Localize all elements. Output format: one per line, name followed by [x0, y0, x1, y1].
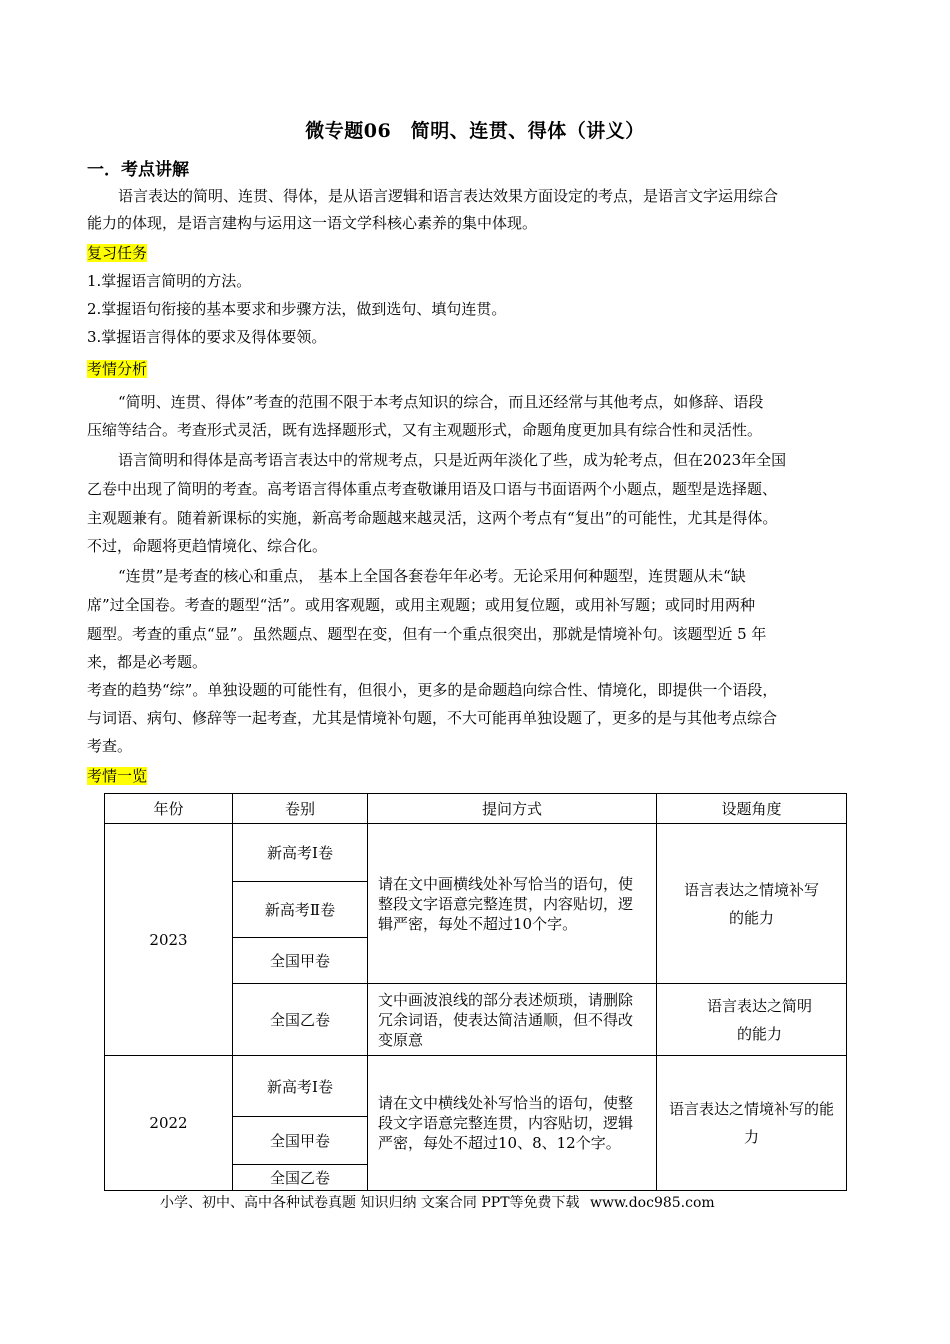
- analysis-line: 题型。考查的重点“显”。虽然题点、题型在变，但有一个重点很突出，那就是情境补句。该题型近 5 年: [87, 625, 767, 643]
- analysis-line: 考查的趋势“综”。单独设题的可能性有，但很小，更多的是命题趋向综合性、情境化，即提供一个语段，: [87, 681, 778, 699]
- section-heading: 一．考点讲解: [87, 160, 189, 180]
- intro-line: 能力的体现，是语言建构与运用这一语文学科核心素养的集中体现。: [87, 214, 538, 232]
- review-item: 3.掌握语言得体的要求及得体要领。: [87, 328, 327, 346]
- year-cell: 2023: [105, 824, 233, 1056]
- footer-site-link[interactable]: www.doc985.com: [589, 1195, 715, 1211]
- analysis-line: 考查。: [87, 737, 133, 755]
- angle-cell: 语言表达之情境补写的能力: [657, 824, 847, 984]
- overview-label: 考情一览: [87, 767, 148, 785]
- footer-text: 小学、初中、高中各种试卷真题 知识归纳 文案合同 PPT等免费下载: [160, 1195, 580, 1211]
- angle-cell: 语言表达之情境补写的能力: [657, 1056, 847, 1191]
- analysis-line: “连贯”是考查的核心和重点， 基本上全国各套卷年年必考。无论采用何种题型，连贯题从未“缺: [118, 567, 746, 585]
- paper-cell: 新高考Ⅱ卷: [233, 882, 368, 938]
- year-cell: 2022: [105, 1056, 233, 1191]
- analysis-line: 语言简明和得体是高考语言表达中的常规考点，只是近两年淡化了些，成为轮考点，但在2023年全国: [118, 451, 787, 469]
- paper-cell: 全国乙卷: [233, 1165, 368, 1191]
- question-cell: 请在文中画横线处补写恰当的语句，使整段文字语意完整连贯，内容贴切，逻辑严密，每处不超过10个字。: [368, 824, 657, 984]
- analysis-line: 来，都是必考题。: [87, 653, 208, 671]
- analysis-line: “简明、连贯、得体”考查的范围不限于本考点知识的综合，而且还经常与其他考点，如修辞、语段: [118, 393, 764, 411]
- page-title: 微专题06 简明、连贯、得体（讲义）: [305, 120, 645, 142]
- exam-overview-table: [104, 793, 847, 1191]
- review-label: 复习任务: [87, 244, 148, 262]
- paper-cell: 全国乙卷: [233, 984, 368, 1056]
- table-header: 卷别: [233, 794, 368, 824]
- review-item: 1.掌握语言简明的方法。: [87, 272, 252, 290]
- analysis-line: 不过，命题将更趋情境化、综合化。: [87, 537, 328, 555]
- analysis-line: 压缩等结合。考查形式灵活，既有选择题形式，又有主观题形式，命题角度更加具有综合性和灵活性。: [87, 421, 763, 439]
- paper-cell: 新高考Ⅰ卷: [233, 1056, 368, 1117]
- table-header: 提问方式: [368, 794, 657, 824]
- analysis-line: 席”过全国卷。考查的题型“活”。或用客观题，或用主观题；或用复位题，或用补写题；或同时用两种: [87, 596, 756, 614]
- question-cell: 文中画波浪线的部分表述烦琐，请删除冗余词语，使表达简洁通顺，但不得改变原意: [368, 984, 657, 1056]
- analysis-line: 乙卷中出现了简明的考查。高考语言得体重点考查敬谦用语及口语与书面语两个小题点，题型是选择题、: [87, 480, 778, 498]
- paper-cell: 全国甲卷: [233, 938, 368, 984]
- angle-cell: 语言表达之简明的能力: [657, 984, 847, 1056]
- paper-cell: 全国甲卷: [233, 1117, 368, 1165]
- analysis-line: 主观题兼有。随着新课标的实施，新高考命题越来越灵活，这两个考点有“复出”的可能性，尤其是得体。: [87, 509, 778, 527]
- table-header: 设题角度: [657, 794, 847, 824]
- table-header: 年份: [105, 794, 233, 824]
- analysis-line: 与词语、病句、修辞等一起考查，尤其是情境补句题，不大可能再单独设题了，更多的是与其他考点综合: [87, 709, 778, 727]
- question-cell: 请在文中横线处补写恰当的语句，使整段文字语意完整连贯，内容贴切，逻辑严密，每处不超过10、8、12个字。: [368, 1056, 657, 1191]
- analysis-label: 考情分析: [87, 360, 148, 378]
- intro-line: 语言表达的简明、连贯、得体，是从语言逻辑和语言表达效果方面设定的考点，是语言文字运用综合: [118, 187, 779, 205]
- footer: [160, 1192, 721, 1212]
- paper-cell: 新高考Ⅰ卷: [233, 824, 368, 882]
- review-item: 2.掌握语句衔接的基本要求和步骤方法，做到选句、填句连贯。: [87, 300, 507, 318]
